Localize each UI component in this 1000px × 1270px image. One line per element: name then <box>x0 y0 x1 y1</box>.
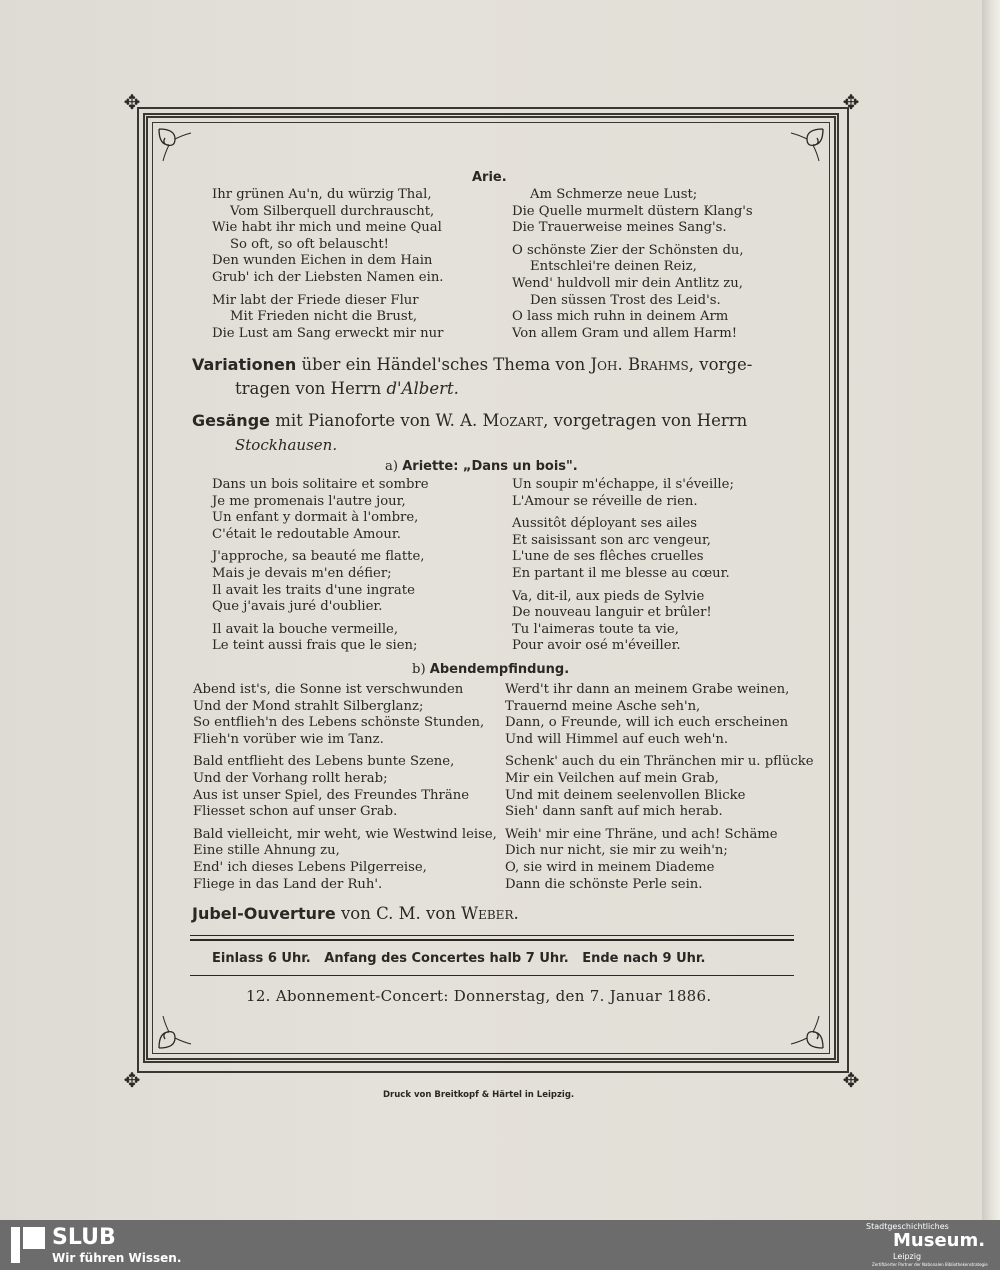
verse-line: De nouveau languir et brûler! <box>512 605 712 621</box>
arie-right-column <box>512 187 753 342</box>
verse-line: O, sie wird in meinem Diademe <box>505 859 715 875</box>
verse-line: Tu l'aimeras toute ta vie, <box>512 621 679 637</box>
concert-times: Einlass 6 Uhr. Anfang des Concertes halb 7 Uhr. Ende nach 9 Uhr. <box>212 951 706 966</box>
verse-line: C'était le redoutable Amour. <box>212 526 401 542</box>
verse-line: Weih' mir eine Thräne, und ach! Schäme <box>505 826 778 842</box>
verse-line: Sieh' dann sanft auf mich herab. <box>505 804 723 820</box>
verse-line: Und der Vorhang rollt herab; <box>193 770 388 786</box>
verse-line: Dich nur nicht, sie mir zu weih'n; <box>505 843 728 859</box>
ariette-left-column <box>212 477 429 655</box>
verse-line: Mir labt der Friede dieser Flur <box>212 292 419 308</box>
verse-line: So oft, so oft belauscht! <box>230 236 389 252</box>
verse-line: Dann die schönste Perle sein. <box>505 876 703 892</box>
verse-line: Fliege in das Land der Ruh'. <box>193 876 383 892</box>
verse-line: Entschlei're deinen Reiz, <box>530 259 697 275</box>
verse-line: Schenk' auch du ein Thränchen mir u. pflücke <box>505 754 814 770</box>
verse-line: L'Amour se réveille de rien. <box>512 493 698 509</box>
composer-name: Weber. <box>461 904 519 923</box>
verse-line: Wend' huldvoll mir dein Antlitz zu, <box>512 275 743 291</box>
verse-line: Und mit deinem seelenvollen Blicke <box>505 787 746 803</box>
variationen-heading: Variationen <box>192 355 297 374</box>
scroll-ornament-icon <box>787 125 827 165</box>
corner-ornament-icon: ✥ <box>123 90 141 114</box>
verse-line: Dann, o Freunde, will ich euch erscheinen <box>505 715 789 731</box>
performer-name: Stockhausen. <box>235 436 338 454</box>
verse-line: En partant il me blesse au cœur. <box>512 565 730 581</box>
page-edge <box>982 0 1000 1220</box>
slub-tagline: Wir führen Wissen. <box>52 1251 182 1265</box>
verse-line: Die Quelle murmelt düstern Klang's <box>512 203 753 219</box>
verse-line: J'approche, sa beauté me flatte, <box>212 549 425 565</box>
verse-line: Grub' ich der Liebsten Namen ein. <box>212 269 444 285</box>
museum-city: Leipzig <box>893 1252 922 1261</box>
verse-line: L'une de ses flêches cruelles <box>512 549 704 565</box>
ariette-right-column <box>512 477 734 655</box>
footer-bar <box>0 1220 1000 1270</box>
corner-ornament-icon: ✥ <box>123 1068 141 1092</box>
verse-line: Un soupir m'échappe, il s'éveille; <box>512 477 734 492</box>
verse-line: Die Lust am Sang erweckt mir nur <box>212 325 444 341</box>
museum-label-top: Stadtgeschichtliches <box>866 1222 949 1231</box>
divider-rule <box>190 939 794 941</box>
verse-line: Aus ist unser Spiel, des Freundes Thräne <box>193 787 470 803</box>
verse-line: So entflieh'n des Lebens schönste Stunden, <box>193 715 485 731</box>
verse-line: Die Trauerweise meines Sang's. <box>512 220 727 236</box>
museum-partner-note: Zertifizierter Partner der Nationalen Bibliothekenstrategie <box>872 1262 988 1267</box>
verse-line: Bald vielleicht, mir weht, wie Westwind leise, <box>193 826 497 842</box>
verse-line: Den süssen Trost des Leid's. <box>530 292 721 308</box>
verse-line: Eine stille Ahnung zu, <box>193 843 340 859</box>
verse-line: Am Schmerze neue Lust; <box>530 187 698 202</box>
verse-line: Je me promenais l'autre jour, <box>212 493 406 509</box>
abend-heading: b) Abendempfindung. <box>412 662 570 677</box>
performer-name: d'Albert. <box>386 379 459 398</box>
ariette-heading: a) Ariette: „Dans un bois". <box>385 459 578 474</box>
verse-line: Vom Silberquell durchrauscht, <box>230 203 435 219</box>
verse-line: Dans un bois solitaire et sombre <box>212 477 429 492</box>
jubel-line: Jubel-Ouverture von C. M. von Weber. <box>192 904 519 923</box>
scroll-ornament-icon <box>787 1012 827 1052</box>
composer-name: Joh. Brahms, <box>590 355 694 374</box>
verse-line: Flieh'n vorüber wie im Tanz. <box>193 731 384 747</box>
verse-line: O schönste Zier der Schönsten du, <box>512 242 744 258</box>
verse-line: Bald entflieht des Lebens bunte Szene, <box>193 754 455 770</box>
next-concert-note: 12. Abonnement-Concert: Donnerstag, den 7. Januar 1886. <box>246 987 712 1005</box>
gesaenge-heading: Gesänge <box>192 411 270 430</box>
abend-left-column <box>193 682 497 893</box>
slub-logo-text: SLUB <box>52 1225 116 1250</box>
corner-ornament-icon: ✥ <box>842 90 860 114</box>
verse-line: Trauernd meine Asche seh'n, <box>505 698 701 714</box>
verse-line: Un enfant y dormait à l'ombre, <box>212 510 419 526</box>
verse-line: Ihr grünen Au'n, du würzig Thal, <box>212 187 432 202</box>
verse-line: Le teint aussi frais que le sien; <box>212 638 418 654</box>
gesaenge-line-1: Gesänge mit Pianoforte von W. A. Mozart, vorgetragen von Herrn <box>192 411 748 430</box>
verse-line: Aussitôt déployant ses ailes <box>512 516 698 532</box>
verse-line: Pour avoir osé m'éveiller. <box>512 638 681 654</box>
verse-line: Mit Frieden nicht die Brust, <box>230 309 418 325</box>
abend-right-column <box>505 682 814 893</box>
composer-name: Mozart, <box>482 411 549 430</box>
arie-title: Arie. <box>472 170 507 185</box>
divider-rule <box>190 935 794 936</box>
museum-logo-text: Museum. <box>893 1230 986 1251</box>
verse-line: Mir ein Veilchen auf mein Grab, <box>505 770 719 786</box>
scroll-ornament-icon <box>155 1012 195 1052</box>
verse-line: Wie habt ihr mich und meine Qual <box>212 220 442 236</box>
verse-line: Fliesset schon auf unser Grab. <box>193 804 398 820</box>
verse-line: Va, dit-il, aux pieds de Sylvie <box>512 588 705 604</box>
jubel-heading: Jubel-Ouverture <box>192 904 336 923</box>
verse-line: Il avait les traits d'une ingrate <box>212 582 415 598</box>
scroll-ornament-icon <box>155 125 195 165</box>
variationen-line-2: tragen von Herrn d'Albert. <box>235 379 459 398</box>
verse-line: Il avait la bouche vermeille, <box>212 621 399 637</box>
verse-line: Und der Mond strahlt Silberglanz; <box>193 698 424 714</box>
verse-line: O lass mich ruhn in deinem Arm <box>512 309 729 325</box>
verse-line: Von allem Gram und allem Harm! <box>512 325 738 341</box>
verse-line: Et saisissant son arc vengeur, <box>512 532 712 548</box>
verse-line: Abend ist's, die Sonne ist verschwunden <box>193 682 464 697</box>
verse-line: End' ich dieses Lebens Pilgerreise, <box>193 859 427 875</box>
verse-line: Que j'avais juré d'oublier. <box>212 599 383 615</box>
ariette-title: Ariette: „Dans un bois". <box>402 459 578 474</box>
verse-line: Den wunden Eichen in dem Hain <box>212 253 433 269</box>
slub-logo-icon <box>10 1226 46 1264</box>
variationen-line-1: Variationen über ein Händel'sches Thema von Joh. Brahms, vorge- <box>192 355 753 374</box>
verse-line: Mais je devais m'en défier; <box>212 565 392 581</box>
arie-left-column <box>212 187 444 342</box>
printer-imprint: Druck von Breitkopf & Härtel in Leipzig. <box>383 1090 575 1100</box>
divider-rule <box>190 975 794 976</box>
corner-ornament-icon: ✥ <box>842 1068 860 1092</box>
verse-line: Werd't ihr dann an meinem Grabe weinen, <box>505 682 790 697</box>
abend-title: Abendempfindung. <box>429 662 570 677</box>
verse-line: Und will Himmel auf euch weh'n. <box>505 731 729 747</box>
